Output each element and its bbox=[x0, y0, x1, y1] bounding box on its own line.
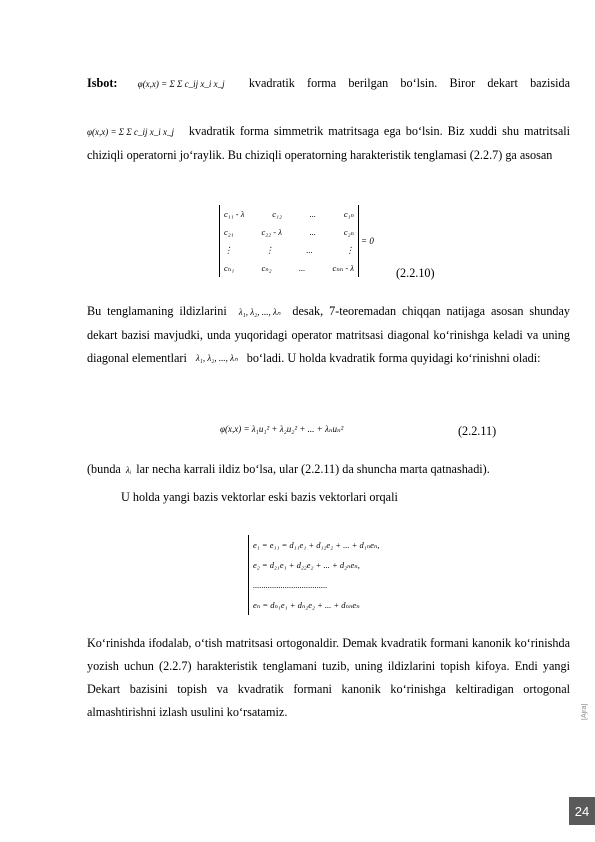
paragraph-multiplicity-text-b: lar necha karrali ildiz bo‘lsa, ular (2.2.11) da shuncha marta qatnashadi). bbox=[136, 462, 490, 476]
quadratic-form-formula-2: φ(x,x) = Σ Σ c_ij x_i x_j bbox=[87, 126, 174, 137]
paragraph-roots-text-a: Bu tenglamaning ildizlarini bbox=[87, 304, 227, 318]
det-cell: cₙ₂ bbox=[261, 262, 272, 273]
det-row bbox=[220, 259, 358, 277]
paragraph-conclusion-text: Ko‘rinishda ifodalab, o‘tish matritsasi ortogonaldir. Demak kvadratik formani kanonik ko‘rinishda yozish uchun (2.2.7) harakteristik tenglamani tuzib, uning ildizlarini topish kifoya. Endi yangi Dekart bazisini topish va kvadratik formani kanonik ko‘rinishga keltiradigan ortogonal almashtirishni izlash usulini ko‘rsatamiz. bbox=[87, 636, 570, 719]
det-cell: cₙₙ - λ bbox=[332, 262, 354, 273]
det-row bbox=[220, 223, 358, 241]
lambda-i-formula: λᵢ bbox=[125, 464, 132, 475]
det-cell: c₂₂ - λ bbox=[261, 227, 282, 237]
system-line: e₂ = d₂₁e₁ + d₂₂e₂ + ... + d₂ₙeₙ, bbox=[253, 560, 360, 570]
det-cell: c₁₁ - λ bbox=[224, 209, 245, 219]
det-cell: c₂ₙ bbox=[343, 226, 354, 237]
paragraph-symmetric bbox=[87, 120, 570, 167]
paragraph-roots bbox=[87, 300, 570, 370]
isbot-label: Isbot: bbox=[87, 76, 118, 90]
det-cell: cₙ₁ bbox=[224, 262, 235, 273]
paragraph-isbot-text: kvadratik forma berilgan bo‘lsin. Biror dekart bazisida bbox=[248, 76, 570, 90]
det-cell: ⋮ bbox=[224, 244, 233, 255]
equation-number-2-2-11: (2.2.11) bbox=[458, 424, 497, 438]
canonical-form-formula: φ(x,x) = λ₁u₁² + λ₂u₂² + ... + λₙuₙ² bbox=[220, 424, 344, 434]
paragraph-new-basis-text: U holda yangi bazis vektorlar eski bazis vektorlari orqali bbox=[121, 490, 398, 504]
system-line: eₙ = dₙ₁e₁ + dₙ₂e₂ + ... + dₙₙeₙ bbox=[253, 600, 360, 610]
det-cell: ⋮ bbox=[265, 244, 274, 255]
characteristic-determinant bbox=[219, 205, 359, 277]
paragraph-roots-text-b: desak, 7-teoremadan chiqqan natijaga asosan shunday dekart bazisi mavjudki, unda yuqoridagi operator matritsasi diagonal ko‘rinishga keladi va uning diagonal elementlari bbox=[87, 304, 571, 365]
det-cell: ... bbox=[309, 209, 317, 219]
det-cell: c₁₂ bbox=[272, 209, 282, 219]
system-line: e₁ = e₁₁ = d₁₁e₁ + d₁₂e₂ + ... + d₁ₙeₙ, bbox=[253, 540, 380, 550]
eigenvalues-formula: λ₁, λ₂, ..., λₙ bbox=[238, 306, 281, 317]
paragraph-multiplicity-text-a: (bunda bbox=[87, 462, 121, 476]
system-line: ................................... bbox=[253, 580, 328, 590]
det-cell: ... bbox=[306, 245, 313, 255]
det-row bbox=[220, 205, 358, 223]
paragraph-isbot bbox=[87, 72, 570, 96]
paragraph-new-basis bbox=[87, 486, 570, 509]
side-tag: [Ajra] bbox=[581, 703, 588, 721]
det-cell: ⋮ bbox=[345, 244, 354, 255]
paragraph-symmetric-text: kvadratik forma simmetrik matritsaga ega bo‘lsin. Biz xuddi shu matritsali chiziqli operatorni jo‘raylik. Bu chiziqli operatorning harakteristik tenglamasi (2.2.7) ga asosan bbox=[87, 124, 571, 162]
det-cell: ... bbox=[298, 263, 306, 273]
basis-transformation-system bbox=[248, 535, 423, 615]
paragraph-roots-text-c: bo‘ladi. U holda kvadratik forma quyidagi ko‘rinishni oladi: bbox=[246, 350, 541, 365]
page-number-badge bbox=[569, 797, 595, 825]
det-equals-zero: = 0 bbox=[361, 236, 374, 246]
det-cell: c₂₁ bbox=[224, 227, 234, 237]
paragraph-conclusion bbox=[87, 632, 570, 724]
det-cell: c₁ₙ bbox=[343, 208, 354, 219]
eigenvalues-formula-2: λ₁, λ₂, ..., λₙ bbox=[195, 353, 238, 364]
det-row bbox=[220, 241, 358, 259]
quadratic-form-formula: φ(x,x) = Σ Σ c_ij x_i x_j bbox=[137, 78, 225, 89]
paragraph-multiplicity bbox=[87, 458, 570, 482]
equation-number-2-2-10: (2.2.10) bbox=[396, 266, 435, 280]
det-cell: ... bbox=[309, 227, 317, 237]
page-number: 24 bbox=[574, 803, 590, 819]
